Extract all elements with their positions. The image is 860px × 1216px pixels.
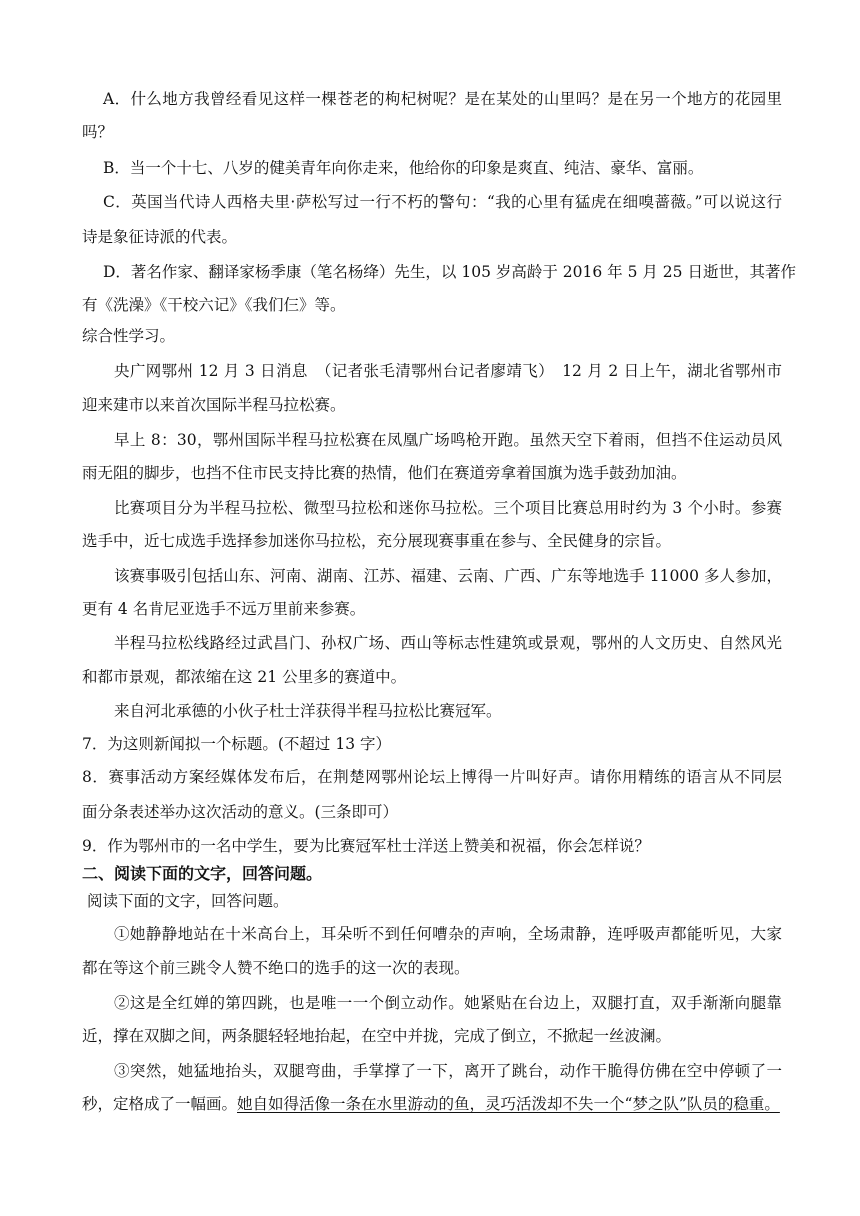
question-8-line-1: 8．赛事活动方案经媒体发布后，在荆楚网鄂州论坛上博得一片叫好声。请你用精练的语言从不同层	[82, 768, 782, 786]
news-paragraph-4-line-2: 更有 4 名肯尼亚选手不远万里前来参赛。	[82, 600, 366, 618]
passage-paragraph-3-line-2	[82, 1094, 782, 1114]
option-b: B．当一个十七、八岁的健美青年向你走来，他给你的印象是爽直、纯洁、豪华、富丽。	[103, 159, 704, 177]
question-9: 9．作为鄂州市的一名中学生，要为比赛冠军杜士洋送上赞美和祝福，你会怎样说？	[82, 837, 650, 855]
section-title-comprehensive-study: 综合性学习。	[82, 327, 176, 345]
question-7: 7．为这则新闻拟一个标题。(不超过 13 字）	[82, 735, 391, 753]
question-8-line-2: 面分条表述举办这次活动的意义。(三条即可）	[82, 803, 399, 821]
passage-paragraph-2-line-1: ②这是全红婵的第四跳，也是唯一一个倒立动作。她紧贴在台边上，双腿打直，双手渐渐向腿靠	[114, 994, 782, 1012]
news-paragraph-1-line-1: 央广网鄂州 12 月 3 日消息 （记者张毛清鄂州台记者廖靖飞） 12 月 2 日上午，湖北省鄂州市	[114, 362, 782, 380]
news-paragraph-2-line-1: 早上 8：30，鄂州国际半程马拉松赛在凤凰广场鸣枪开跑。虽然天空下着雨，但挡不住运动员风	[114, 431, 782, 449]
passage-paragraph-3-text: 秒，定格成了一幅画。	[82, 1095, 238, 1113]
news-paragraph-3-line-1: 比赛项目分为半程马拉松、微型马拉松和迷你马拉松。三个项目比赛总用时约为 3 个小时。参赛	[114, 499, 782, 517]
underlined-sentence: 她自如得活像一条在水里游动的鱼，灵巧活泼却不失一个“梦之队”队员的稳重。	[237, 1095, 780, 1113]
news-paragraph-5-line-2: 和都市景观，都浓缩在这 21 公里多的赛道中。	[82, 668, 407, 686]
news-paragraph-2-line-2: 雨无阻的脚步，也挡不住市民支持比赛的热情，他们在赛道旁拿着国旗为选手鼓劲加油。	[82, 464, 687, 482]
reading-instruction: 阅读下面的文字，回答问题。	[87, 892, 289, 910]
news-paragraph-1-line-2: 迎来建市以来首次国际半程马拉松赛。	[82, 396, 346, 414]
news-paragraph-3-line-2: 选手中，近七成选手选择参加迷你马拉松，充分展现赛事重在参与、全民健身的宗旨。	[82, 532, 672, 550]
passage-paragraph-1-line-1: ①她静静地站在十米高台上，耳朵听不到任何嘈杂的声响，全场肃静，连呼吸声都能听见，大家	[114, 925, 782, 943]
passage-paragraph-2-line-2: 近，撑在双脚之间，两条腿轻轻地抬起，在空中并拢，完成了倒立，不掀起一丝波澜。	[82, 1027, 672, 1045]
option-a-line-2: 吗？	[82, 123, 114, 141]
passage-paragraph-3-line-1: ③突然，她猛地抬头，双腿弯曲，手掌撑了一下，离开了跳台，动作干脆得仿佛在空中停顿了一	[114, 1062, 782, 1080]
option-c-line-2: 诗是象征诗派的代表。	[82, 228, 238, 246]
news-paragraph-4-line-1: 该赛事吸引包括山东、河南、湖南、江苏、福建、云南、广西、广东等地选手 11000 多人参加，	[114, 567, 782, 585]
option-c-line-1: C．英国当代诗人西格夫里·萨松写过一行不朽的警句：“我的心里有猛虎在细嗅蔷薇。”可以说这行	[103, 193, 782, 211]
option-a-line-1: A．什么地方我曾经看见这样一棵苍老的枸杞树呢？是在某处的山里吗？是在另一个地方的花园里	[103, 90, 782, 108]
option-d-line-2: 有《洗澡》《干校六记》《我们仨》等。	[82, 296, 346, 314]
section-heading-reading: 二、阅读下面的文字，回答问题。	[82, 864, 323, 883]
news-paragraph-5-line-1: 半程马拉松线路经过武昌门、孙权广场、西山等标志性建筑或景观，鄂州的人文历史、自然风光	[114, 634, 782, 652]
option-d-line-1: D．著名作家、翻译家杨季康（笔名杨绛）先生，以 105 岁高龄于 2016 年 5 月 25 日逝世，其著作	[103, 263, 796, 281]
passage-paragraph-1-line-2: 都在等这个前三跳令人赞不绝口的选手的这一次的表现。	[82, 959, 470, 977]
news-paragraph-6: 来自河北承德的小伙子杜士洋获得半程马拉松比赛冠军。	[114, 702, 502, 720]
